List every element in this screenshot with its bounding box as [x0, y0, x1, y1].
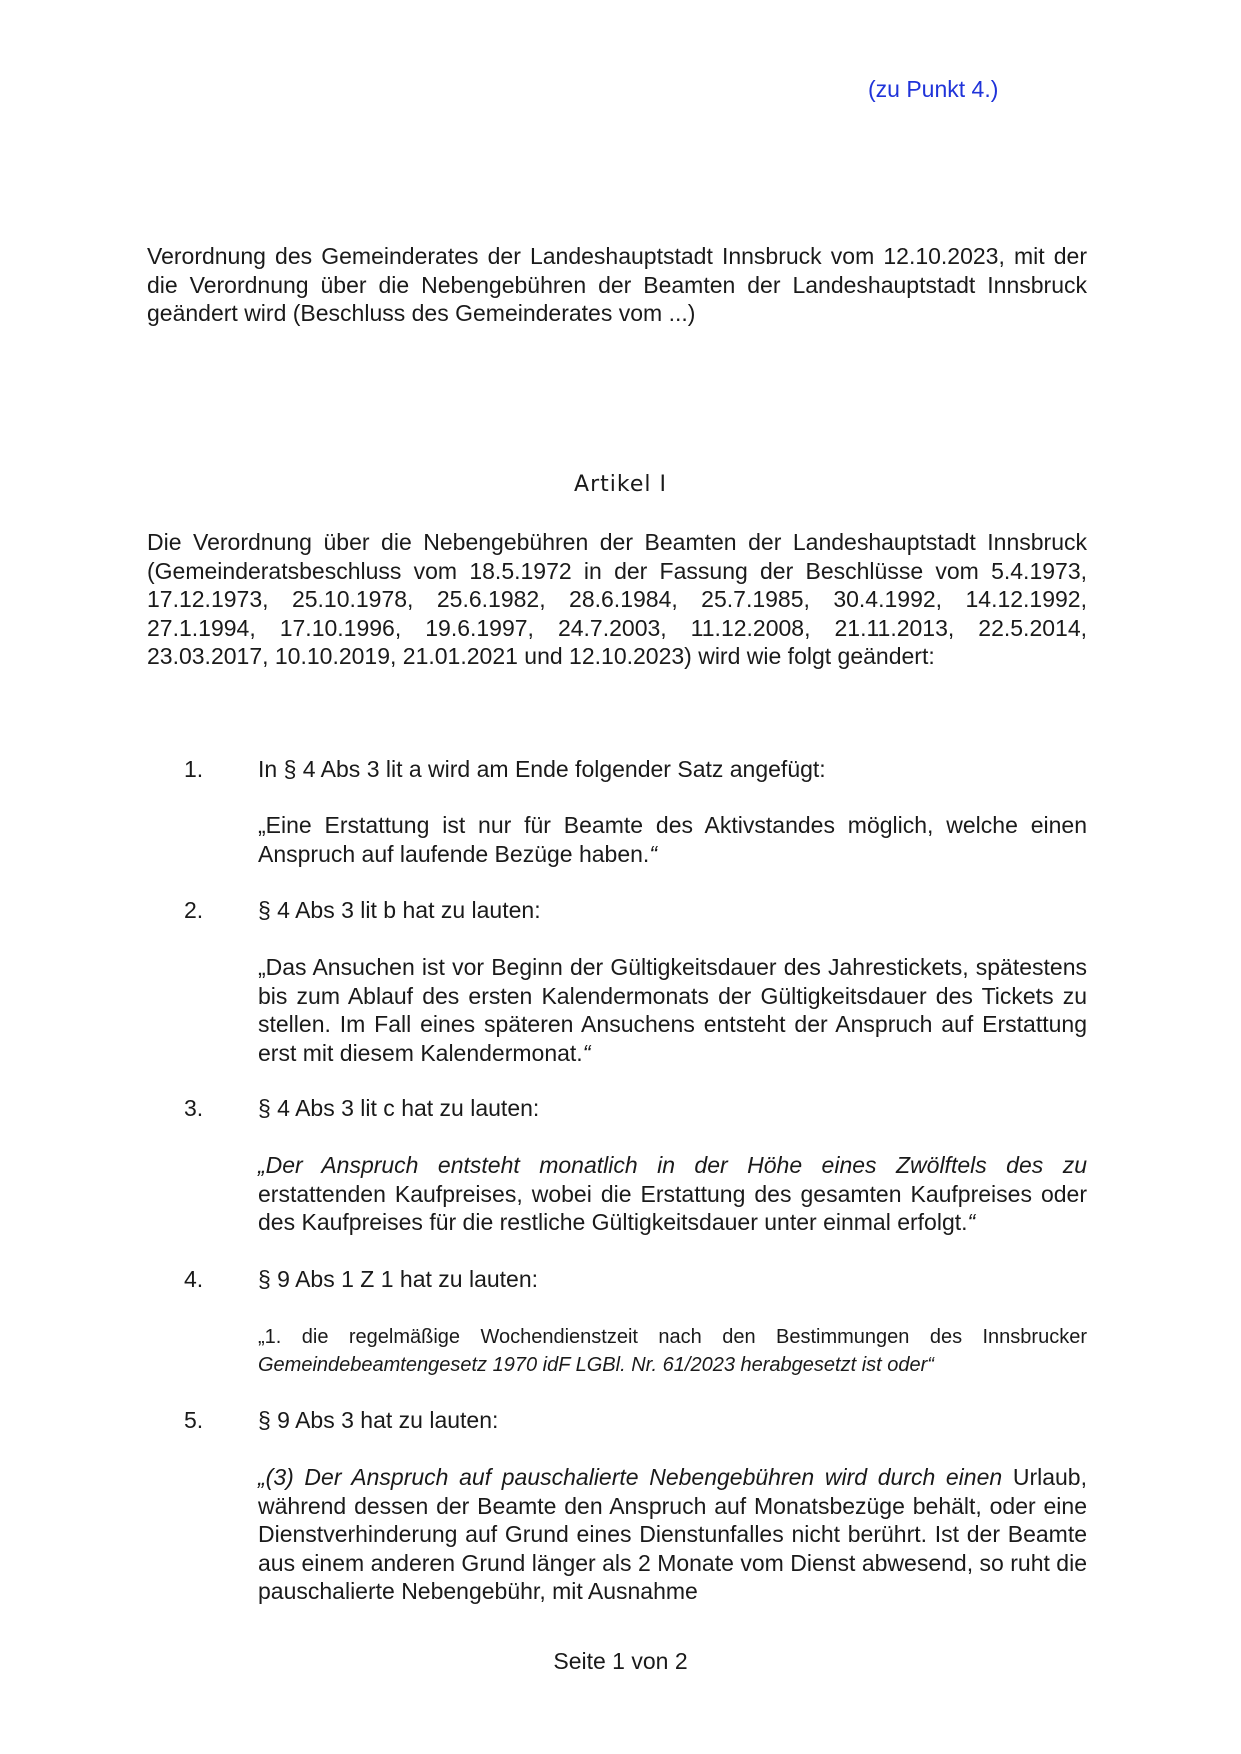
- quote-italic: „Der Anspruch entsteht monatlich in der Höhe eines Zwölftels des zu: [258, 1152, 1087, 1178]
- quote-text: „1. die regelmäßige Wochendienstzeit nach den Bestimmungen des Innsbrucker: [258, 1326, 1087, 1348]
- quote-text: „Eine Erstattung ist nur für Beamte des Aktivstandes möglich, welche einen Anspruch auf laufende Bezüge haben.: [258, 812, 1087, 867]
- quote-text: Urlaub, während dessen der Beamte den Anspruch auf Monatsbezüge behält, oder eine Dienstverhinderung auf Grund eines Dienstunfalles nicht berührt. Ist der Beamte aus einem anderen Grund länger als 2 Monate vom Dienst abwesend, so ruht die pauschalierte Nebengebühr, mit Ausnahme: [258, 1464, 1087, 1604]
- item-heading: § 4 Abs 3 lit b hat zu lauten:: [258, 897, 541, 923]
- item-quote: [258, 953, 1087, 1067]
- item-heading: § 9 Abs 3 hat zu lauten:: [258, 1407, 499, 1433]
- item-heading: In § 4 Abs 3 lit a wird am Ende folgender Satz angefügt:: [258, 756, 826, 782]
- item-quote: [258, 1323, 1087, 1379]
- article-heading: Artikel I: [574, 472, 667, 497]
- item-number: 4.: [184, 1266, 204, 1292]
- quote-close: “: [649, 840, 657, 867]
- page-footer: Seite 1 von 2: [553, 1648, 688, 1674]
- quote-text: erstattenden Kaufpreises, wobei die Erstattung des gesamten Kaufpreises oder des Kaufpreises für die restliche Gültigkeitsdauer unter einmal erfolgt.: [258, 1180, 1087, 1235]
- item-heading: § 4 Abs 3 lit c hat zu lauten:: [258, 1095, 540, 1121]
- item-heading: § 9 Abs 1 Z 1 hat zu lauten:: [258, 1266, 539, 1292]
- item-quote: [258, 1463, 1087, 1606]
- quote-close: “: [967, 1209, 976, 1235]
- item-number: 5.: [184, 1407, 204, 1433]
- quote-italic: Gemeindebeamtengesetz 1970 idF LGBl. Nr. 61/2023 herabgesetzt ist oder“: [258, 1354, 934, 1376]
- reference-note: (zu Punkt 4.): [868, 76, 999, 102]
- document-title: Verordnung des Gemeinderates der Landeshauptstadt Innsbruck vom 12.10.2023, mit der die Verordnung über die Nebengebühren der Beamten der Landeshauptstadt Innsbruck geändert wird (Beschluss des Gemeinderates vom ...): [147, 243, 1087, 326]
- item-number: 3.: [184, 1095, 204, 1121]
- quote-text: „Das Ansuchen ist vor Beginn der Gültigkeitsdauer des Jahrestickets, spätestens bis zum Ablauf des ersten Kalendermonats der Gültigkeitsdauer des Tickets zu stellen. Im Fall eines späteren Ansuchens entsteht der Anspruch auf Erstattung erst mit diesem Kalendermonat.: [258, 954, 1087, 1066]
- quote-close: “: [582, 1039, 591, 1066]
- item-quote: [258, 1151, 1087, 1237]
- quote-italic: „(3) Der Anspruch auf pauschalierte Nebengebühren wird durch einen: [258, 1464, 1003, 1490]
- item-quote: [258, 811, 1087, 868]
- intro-paragraph: Die Verordnung über die Nebengebühren der Beamten der Landeshauptstadt Innsbruck (Gemeinderatsbeschluss vom 18.5.1972 in der Fassung der Beschlüsse vom 5.4.1973, 17.12.1973, 25.10.1978, 25.6.1982, 28.6.1984, 25.7.1985, 30.4.1992, 14.12.1992, 27.1.1994, 17.10.1996, 19.6.1997, 24.7.2003, 11.12.2008, 21.11.2013, 22.5.2014, 23.03.2017, 10.10.2019, 21.01.2021 und 12.10.2023) wird wie folgt geändert:: [147, 529, 1087, 669]
- item-number: 1.: [184, 756, 204, 782]
- item-number: 2.: [184, 897, 204, 923]
